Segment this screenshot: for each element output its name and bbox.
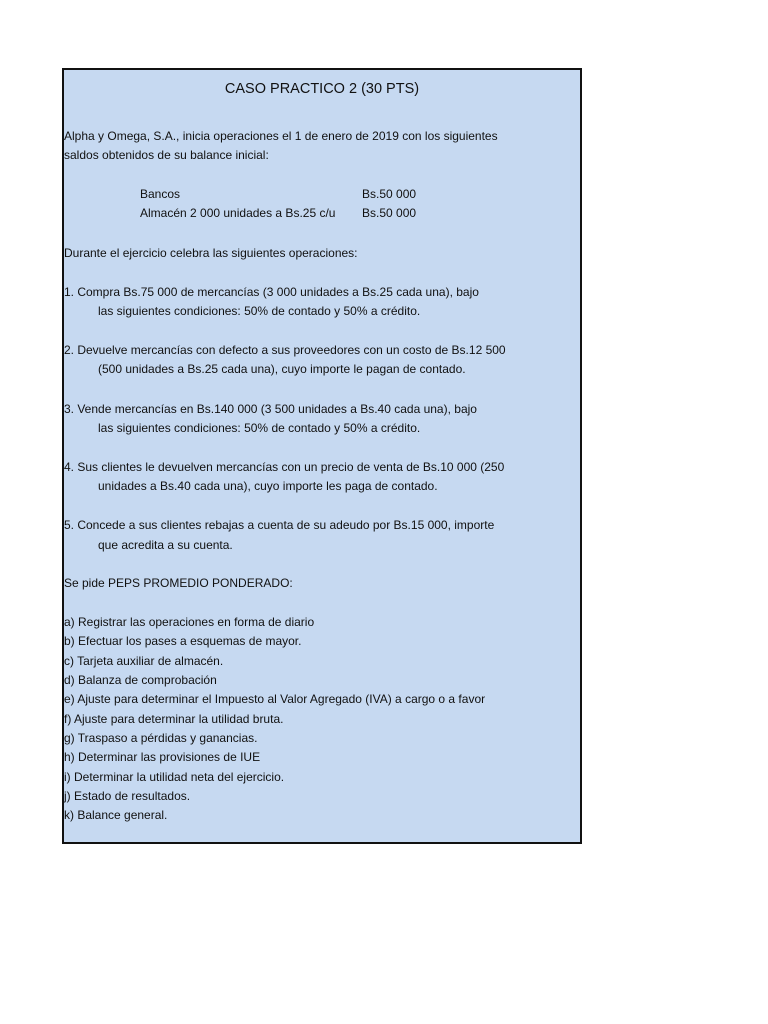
- task-item: e) Ajuste para determinar el Impuesto al Valor Agregado (IVA) a cargo o a favor: [64, 692, 486, 706]
- task-item: f) Ajuste para determinar la utilidad bruta.: [64, 712, 284, 726]
- operation-line: 1. Compra Bs.75 000 de mercancías (3 000 unidades a Bs.25 cada una), bajo: [64, 285, 479, 299]
- task-item: i) Determinar la utilidad neta del ejercicio.: [64, 770, 285, 784]
- operation-line-continued: las siguientes condiciones: 50% de contado y 50% a crédito.: [98, 304, 421, 318]
- balance-item-name: Almacén 2 000 unidades a Bs.25 c/u: [140, 206, 336, 220]
- balance-item-amount: Bs.50 000: [362, 206, 417, 220]
- operation-line: 5. Concede a sus clientes rebajas a cuenta de su adeudo por Bs.15 000, importe: [64, 518, 495, 532]
- request-heading: Se pide PEPS PROMEDIO PONDERADO:: [64, 576, 293, 590]
- operation-line: 2. Devuelve mercancías con defecto a sus proveedores con un costo de Bs.12 500: [64, 343, 506, 357]
- task-item: d) Balanza de comprobación: [64, 673, 217, 687]
- task-item: k) Balance general.: [64, 808, 168, 822]
- task-item: j) Estado de resultados.: [64, 789, 191, 803]
- operations-heading: Durante el ejercicio celebra las siguientes operaciones:: [64, 246, 358, 260]
- operation-line-continued: (500 unidades a Bs.25 cada una), cuyo importe le pagan de contado.: [98, 362, 466, 376]
- page-title: CASO PRACTICO 2 (30 PTS): [224, 81, 420, 97]
- exercise-panel: [62, 68, 582, 844]
- intro-line-2: saldos obtenidos de su balance inicial:: [64, 148, 269, 162]
- task-item: a) Registrar las operaciones en forma de diario: [64, 615, 315, 629]
- task-item: h) Determinar las provisiones de IUE: [64, 750, 261, 764]
- task-item: b) Efectuar los pases a esquemas de mayor.: [64, 634, 302, 648]
- operation-line: 4. Sus clientes le devuelven mercancías con un precio de venta de Bs.10 000 (250: [64, 460, 505, 474]
- task-item: c) Tarjeta auxiliar de almacén.: [64, 654, 224, 668]
- operation-line: 3. Vende mercancías en Bs.140 000 (3 500 unidades a Bs.40 cada una), bajo: [64, 402, 477, 416]
- operation-line-continued: que acredita a su cuenta.: [98, 538, 233, 552]
- balance-item-name: Bancos: [140, 187, 181, 201]
- operation-line-continued: unidades a Bs.40 cada una), cuyo importe les paga de contado.: [98, 479, 438, 493]
- operation-line-continued: las siguientes condiciones: 50% de contado y 50% a crédito.: [98, 421, 421, 435]
- balance-item-amount: Bs.50 000: [362, 187, 417, 201]
- task-item: g) Traspaso a pérdidas y ganancias.: [64, 731, 258, 745]
- intro-line-1: Alpha y Omega, S.A., inicia operaciones el 1 de enero de 2019 con los siguientes: [64, 129, 498, 143]
